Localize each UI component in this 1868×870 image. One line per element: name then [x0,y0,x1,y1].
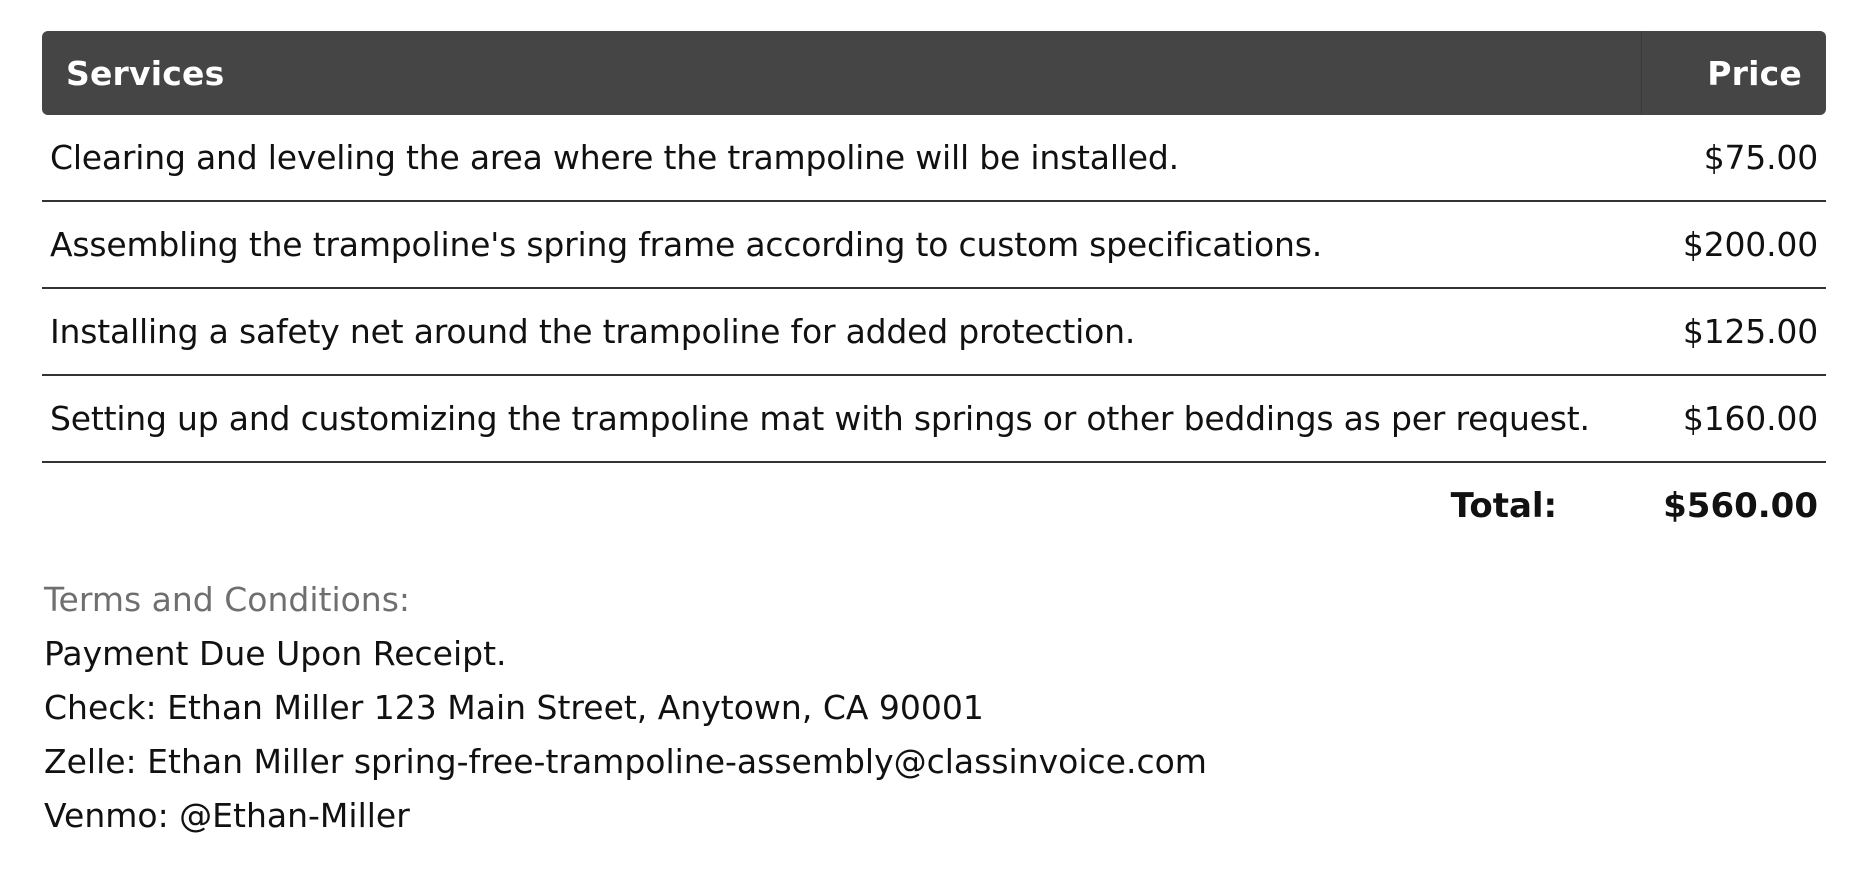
total-label: Total: [1450,486,1558,526]
service-description: Assembling the trampoline's spring frame according to custom specifications. [42,201,1642,288]
services-column-header: Services [42,31,1642,115]
price-column-header: Price [1642,31,1827,115]
terms-title: Terms and Conditions: [44,580,411,619]
service-description: Setting up and customizing the trampoline mat with springs or other beddings as per request. [42,375,1642,462]
service-price: $160.00 [1642,375,1827,462]
service-price: $125.00 [1642,288,1827,375]
table-row [42,115,1826,201]
terms-section [42,573,1826,843]
zelle-payment-text: Zelle: Ethan Miller spring-free-trampoline-assembly@classinvoice.com [44,742,1207,781]
service-description: Clearing and leveling the area where the trampoline will be installed. [42,115,1642,201]
venmo-payment-text: Venmo: @Ethan-Miller [44,796,410,835]
check-payment-text: Check: Ethan Miller 123 Main Street, Anytown, CA 90001 [44,688,984,727]
table-header-row [42,31,1826,115]
payment-due-text: Payment Due Upon Receipt. [44,634,507,673]
table-row [42,375,1826,462]
total-row [42,463,1826,549]
service-price: $75.00 [1642,115,1827,201]
services-table [42,31,1826,463]
table-row [42,288,1826,375]
service-price: $200.00 [1642,201,1827,288]
service-description: Installing a safety net around the trampoline for added protection. [42,288,1642,375]
invoice-section [42,31,1826,843]
table-row [42,201,1826,288]
total-value: $560.00 [1663,486,1818,526]
